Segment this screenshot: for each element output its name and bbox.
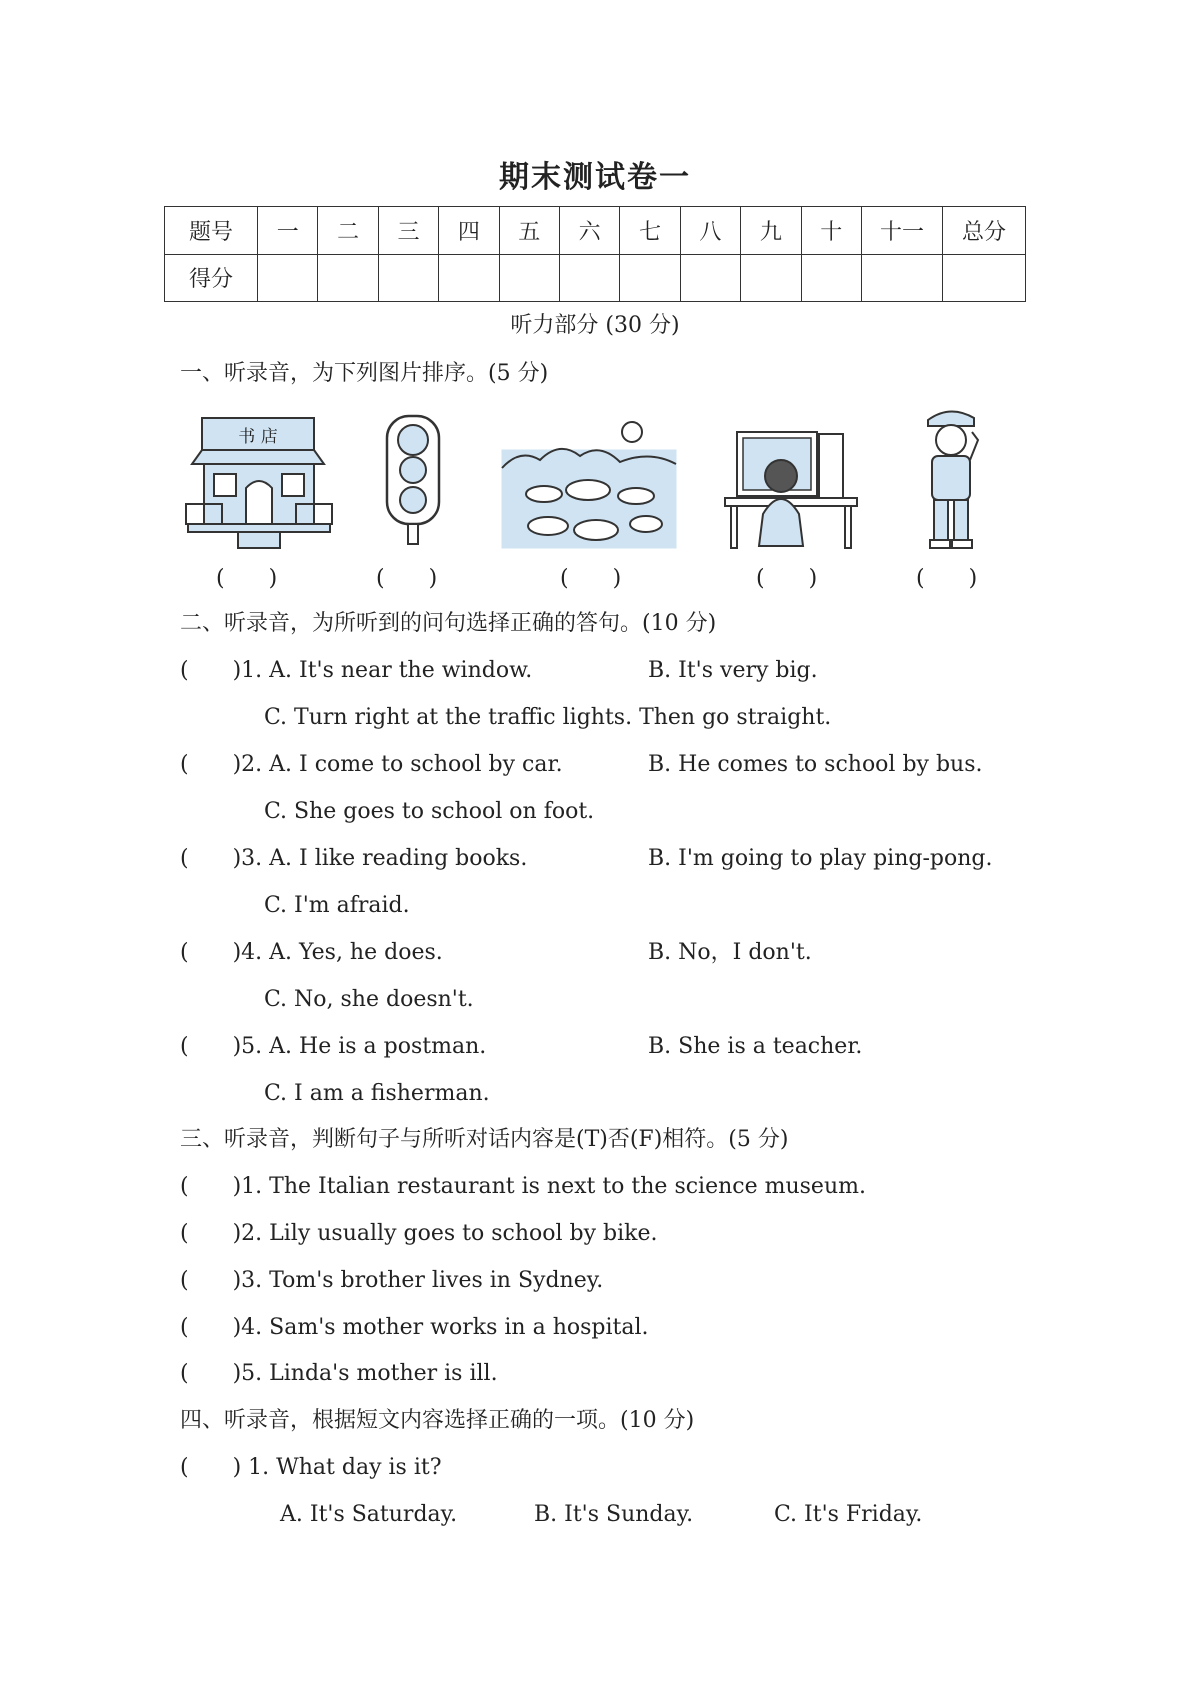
- score-input-cell[interactable]: [741, 254, 801, 302]
- question-option-a: ( )3. A. I like reading books.: [180, 846, 528, 871]
- answer-blank[interactable]: ( ): [560, 566, 622, 591]
- score-input-cell[interactable]: [258, 254, 318, 302]
- score-input-cell[interactable]: [620, 254, 680, 302]
- computer-picture: [723, 428, 859, 550]
- traffic-light-picture: [383, 414, 443, 546]
- score-input-cell[interactable]: [559, 254, 619, 302]
- true-false-item: ( )4. Sam's mother works in a hospital.: [180, 1315, 649, 1340]
- part2-heading: 二、听录音，为所听到的问句选择正确的答句。(10 分): [180, 611, 717, 636]
- question-option-b: B. No，I don't.: [648, 940, 812, 965]
- true-false-item: ( )3. Tom's brother lives in Sydney.: [180, 1268, 604, 1293]
- score-header-cell: 七: [620, 207, 680, 255]
- score-header-cell: 总分: [943, 207, 1026, 255]
- question-option-a: ( )5. A. He is a postman.: [180, 1034, 487, 1059]
- question-option-c: C. I'm afraid.: [264, 893, 410, 918]
- score-row-label: 得分: [165, 254, 258, 302]
- score-header-cell: 一: [258, 207, 318, 255]
- score-input-cell[interactable]: [378, 254, 438, 302]
- score-input-cell[interactable]: [862, 254, 943, 302]
- score-header-cell: 题号: [165, 207, 258, 255]
- answer-blank[interactable]: ( ): [376, 566, 438, 591]
- bookstore-picture: [184, 416, 334, 550]
- true-false-item: ( )5. Linda's mother is ill.: [180, 1361, 498, 1386]
- page-title: 期末测试卷一: [499, 160, 691, 195]
- question-option-b: B. She is a teacher.: [648, 1034, 863, 1059]
- question-option-c: C. Turn right at the traffic lights. Then go straight.: [264, 705, 832, 730]
- question-option-b: B. He comes to school by bus.: [648, 752, 983, 777]
- true-false-item: ( )1. The Italian restaurant is next to the science museum.: [180, 1174, 866, 1199]
- part4-option-b: B. It's Sunday.: [534, 1502, 694, 1527]
- score-input-cell[interactable]: [318, 254, 378, 302]
- question-option-a: ( )2. A. I come to school by car.: [180, 752, 563, 777]
- score-header-cell: 九: [741, 207, 801, 255]
- question-option-a: ( )1. A. It's near the window.: [180, 658, 533, 683]
- listening-section-header: 听力部分 (30 分): [510, 313, 680, 338]
- question-option-a: ( )4. A. Yes, he does.: [180, 940, 443, 965]
- score-header-cell: 十一: [862, 207, 943, 255]
- score-input-cell[interactable]: [801, 254, 861, 302]
- score-header-cell: 二: [318, 207, 378, 255]
- answer-blank[interactable]: ( ): [916, 566, 978, 591]
- part4-heading: 四、听录音，根据短文内容选择正确的一项。(10 分): [180, 1408, 695, 1433]
- question-option-b: B. It's very big.: [648, 658, 818, 683]
- part3-heading: 三、听录音，判断句子与所听对话内容是(T)否(F)相符。(5 分): [180, 1127, 789, 1152]
- score-input-cell[interactable]: [943, 254, 1026, 302]
- question-option-c: C. She goes to school on foot.: [264, 799, 595, 824]
- question-option-b: B. I'm going to play ping-pong.: [648, 846, 993, 871]
- score-input-cell[interactable]: [499, 254, 559, 302]
- answer-blank[interactable]: ( ): [216, 566, 278, 591]
- question-option-c: C. I am a fisherman.: [264, 1081, 490, 1106]
- score-input-cell[interactable]: [680, 254, 740, 302]
- score-table: [164, 206, 1026, 302]
- question-option-c: C. No, she doesn't.: [264, 987, 474, 1012]
- answer-blank[interactable]: ( ): [756, 566, 818, 591]
- true-false-item: ( )2. Lily usually goes to school by bike.: [180, 1221, 658, 1246]
- bookstore-sign-text: 书 店: [238, 427, 278, 447]
- score-header-cell: 六: [559, 207, 619, 255]
- score-header-cell: 四: [439, 207, 499, 255]
- score-header-cell: 三: [378, 207, 438, 255]
- part1-heading: 一、听录音，为下列图片排序。(5 分): [180, 361, 549, 386]
- part4-option-c: C. It's Friday.: [774, 1502, 923, 1527]
- score-input-cell[interactable]: [439, 254, 499, 302]
- score-header-cell: 八: [680, 207, 740, 255]
- policeman-picture: [920, 404, 982, 550]
- score-header-row: [165, 207, 1026, 255]
- score-header-cell: 五: [499, 207, 559, 255]
- part4-question: ( ) 1. What day is it?: [180, 1455, 442, 1480]
- score-value-row: [165, 254, 1026, 302]
- food-scene-picture: [500, 420, 678, 550]
- part4-option-a: A. It's Saturday.: [280, 1502, 458, 1527]
- score-header-cell: 十: [801, 207, 861, 255]
